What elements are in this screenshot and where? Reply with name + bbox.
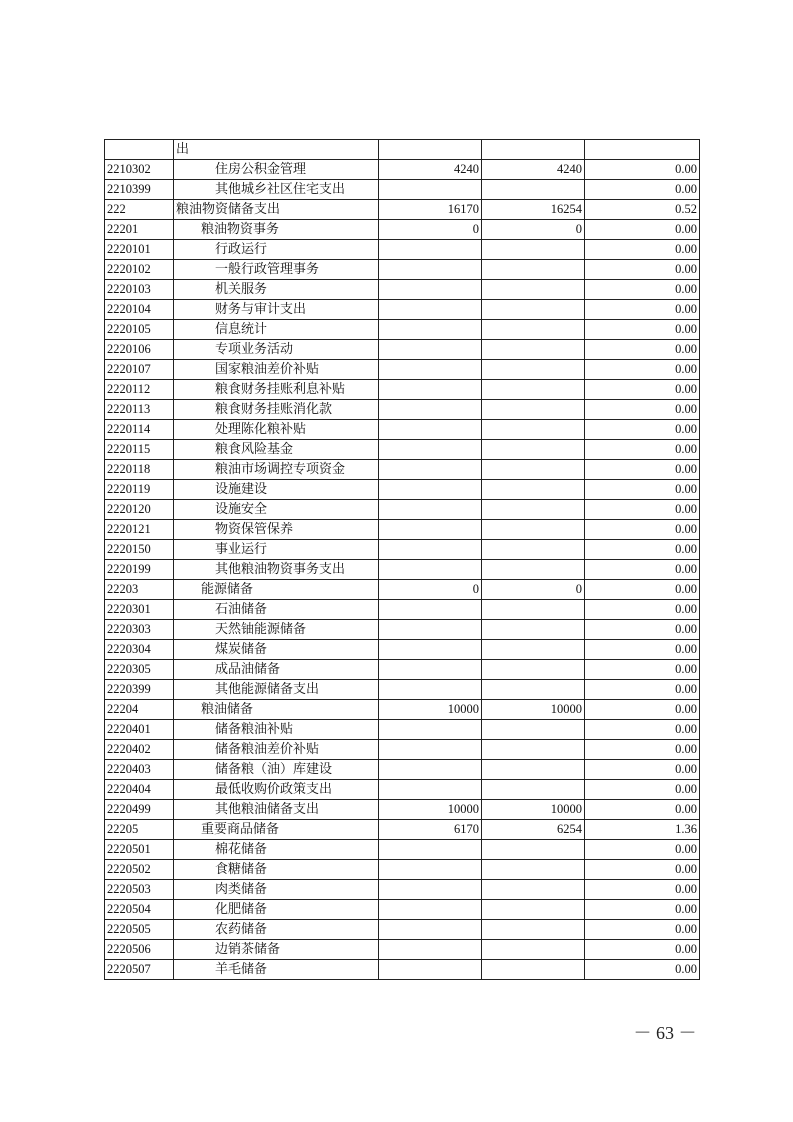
table-row xyxy=(105,440,700,460)
subject-code-cell: 2220499 xyxy=(105,800,174,820)
ratio-cell: 0.00 xyxy=(585,220,700,240)
subject-name-cell: 肉类储备 xyxy=(174,880,379,900)
subject-code-cell: 22204 xyxy=(105,700,174,720)
subject-name-cell: 一般行政管理事务 xyxy=(174,260,379,280)
ratio-cell: 0.00 xyxy=(585,620,700,640)
subject-name-cell: 天然铀能源储备 xyxy=(174,620,379,640)
amount-a-cell xyxy=(379,240,482,260)
amount-b-cell xyxy=(482,400,585,420)
subject-code-cell: 2220505 xyxy=(105,920,174,940)
table-row xyxy=(105,880,700,900)
ratio-cell: 0.00 xyxy=(585,520,700,540)
subject-code-cell: 2220403 xyxy=(105,760,174,780)
subject-code-cell: 2220199 xyxy=(105,560,174,580)
table-row xyxy=(105,840,700,860)
amount-a-cell xyxy=(379,520,482,540)
table-body xyxy=(105,140,700,980)
amount-b-cell xyxy=(482,260,585,280)
table-row xyxy=(105,480,700,500)
ratio-cell: 0.00 xyxy=(585,560,700,580)
amount-b-cell xyxy=(482,840,585,860)
subject-code-cell: 2220102 xyxy=(105,260,174,280)
table-row xyxy=(105,920,700,940)
amount-a-cell xyxy=(379,720,482,740)
table-row xyxy=(105,680,700,700)
subject-name-cell: 处理陈化粮补贴 xyxy=(174,420,379,440)
amount-b-cell xyxy=(482,920,585,940)
amount-a-cell xyxy=(379,780,482,800)
table-row xyxy=(105,200,700,220)
subject-name-cell: 粮油物资事务 xyxy=(174,220,379,240)
amount-b-cell: 6254 xyxy=(482,820,585,840)
amount-a-cell xyxy=(379,400,482,420)
ratio-cell: 0.00 xyxy=(585,680,700,700)
amount-b-cell xyxy=(482,460,585,480)
subject-code-cell: 2220401 xyxy=(105,720,174,740)
subject-name-cell: 棉花储备 xyxy=(174,840,379,860)
table-row xyxy=(105,420,700,440)
amount-a-cell: 0 xyxy=(379,580,482,600)
amount-a-cell xyxy=(379,740,482,760)
subject-name-cell: 其他城乡社区住宅支出 xyxy=(174,180,379,200)
subject-code-cell: 222 xyxy=(105,200,174,220)
amount-a-cell xyxy=(379,620,482,640)
amount-a-cell xyxy=(379,940,482,960)
table-row xyxy=(105,220,700,240)
amount-b-cell xyxy=(482,860,585,880)
ratio-cell: 0.00 xyxy=(585,780,700,800)
amount-b-cell xyxy=(482,780,585,800)
amount-b-cell: 0 xyxy=(482,580,585,600)
subject-code-cell: 2220305 xyxy=(105,660,174,680)
subject-code-cell: 2220150 xyxy=(105,540,174,560)
table-row xyxy=(105,300,700,320)
subject-code-cell xyxy=(105,140,174,160)
amount-a-cell xyxy=(379,180,482,200)
subject-code-cell: 2220119 xyxy=(105,480,174,500)
subject-name-cell: 粮油储备 xyxy=(174,700,379,720)
amount-b-cell xyxy=(482,760,585,780)
amount-b-cell xyxy=(482,340,585,360)
amount-b-cell xyxy=(482,620,585,640)
ratio-cell: 0.00 xyxy=(585,400,700,420)
amount-a-cell xyxy=(379,880,482,900)
subject-name-cell: 重要商品储备 xyxy=(174,820,379,840)
subject-code-cell: 2210302 xyxy=(105,160,174,180)
ratio-cell: 0.00 xyxy=(585,540,700,560)
table-row xyxy=(105,660,700,680)
amount-b-cell: 4240 xyxy=(482,160,585,180)
amount-a-cell: 0 xyxy=(379,220,482,240)
amount-b-cell: 10000 xyxy=(482,800,585,820)
amount-b-cell xyxy=(482,380,585,400)
ratio-cell: 0.00 xyxy=(585,760,700,780)
amount-b-cell: 10000 xyxy=(482,700,585,720)
amount-b-cell xyxy=(482,900,585,920)
subject-name-cell: 粮油市场调控专项资金 xyxy=(174,460,379,480)
amount-a-cell: 10000 xyxy=(379,700,482,720)
subject-code-cell: 2220507 xyxy=(105,960,174,980)
amount-b-cell: 0 xyxy=(482,220,585,240)
subject-code-cell: 22205 xyxy=(105,820,174,840)
subject-code-cell: 2220503 xyxy=(105,880,174,900)
table-row xyxy=(105,380,700,400)
budget-expenditure-table xyxy=(104,139,700,980)
subject-name-cell: 机关服务 xyxy=(174,280,379,300)
table-row xyxy=(105,940,700,960)
amount-b-cell xyxy=(482,140,585,160)
subject-name-cell: 设施建设 xyxy=(174,480,379,500)
subject-name-cell: 专项业务活动 xyxy=(174,340,379,360)
subject-name-cell: 物资保管保养 xyxy=(174,520,379,540)
amount-b-cell xyxy=(482,280,585,300)
amount-a-cell: 6170 xyxy=(379,820,482,840)
ratio-cell: 0.00 xyxy=(585,800,700,820)
amount-a-cell xyxy=(379,860,482,880)
amount-b-cell xyxy=(482,520,585,540)
subject-code-cell: 2220118 xyxy=(105,460,174,480)
table-row xyxy=(105,700,700,720)
table-row xyxy=(105,160,700,180)
table-row xyxy=(105,820,700,840)
amount-b-cell xyxy=(482,300,585,320)
subject-code-cell: 2220404 xyxy=(105,780,174,800)
subject-name-cell: 其他粮油储备支出 xyxy=(174,800,379,820)
subject-code-cell: 2220502 xyxy=(105,860,174,880)
amount-a-cell xyxy=(379,960,482,980)
subject-code-cell: 2220104 xyxy=(105,300,174,320)
ratio-cell: 0.00 xyxy=(585,700,700,720)
amount-a-cell xyxy=(379,640,482,660)
table-row xyxy=(105,340,700,360)
amount-b-cell xyxy=(482,660,585,680)
table-row xyxy=(105,580,700,600)
table-row xyxy=(105,520,700,540)
ratio-cell: 0.00 xyxy=(585,280,700,300)
subject-name-cell: 其他能源储备支出 xyxy=(174,680,379,700)
subject-code-cell: 2220399 xyxy=(105,680,174,700)
amount-a-cell xyxy=(379,840,482,860)
ratio-cell: 0.00 xyxy=(585,260,700,280)
table-row xyxy=(105,860,700,880)
amount-a-cell xyxy=(379,900,482,920)
subject-code-cell: 2220121 xyxy=(105,520,174,540)
ratio-cell: 0.52 xyxy=(585,200,700,220)
ratio-cell: 0.00 xyxy=(585,920,700,940)
amount-b-cell xyxy=(482,320,585,340)
table-row xyxy=(105,600,700,620)
table-row xyxy=(105,500,700,520)
amount-a-cell xyxy=(379,360,482,380)
amount-a-cell xyxy=(379,340,482,360)
amount-a-cell xyxy=(379,460,482,480)
amount-a-cell xyxy=(379,260,482,280)
subject-code-cell: 2220113 xyxy=(105,400,174,420)
ratio-cell: 0.00 xyxy=(585,860,700,880)
table-row xyxy=(105,320,700,340)
ratio-cell: 1.36 xyxy=(585,820,700,840)
subject-code-cell: 2220106 xyxy=(105,340,174,360)
budget-table-container xyxy=(104,139,699,980)
ratio-cell: 0.00 xyxy=(585,160,700,180)
ratio-cell: 0.00 xyxy=(585,640,700,660)
ratio-cell: 0.00 xyxy=(585,340,700,360)
subject-code-cell: 2220506 xyxy=(105,940,174,960)
ratio-cell xyxy=(585,140,700,160)
amount-a-cell xyxy=(379,420,482,440)
ratio-cell: 0.00 xyxy=(585,940,700,960)
ratio-cell: 0.00 xyxy=(585,420,700,440)
amount-b-cell xyxy=(482,180,585,200)
table-row xyxy=(105,240,700,260)
ratio-cell: 0.00 xyxy=(585,440,700,460)
subject-name-cell: 储备粮（油）库建设 xyxy=(174,760,379,780)
subject-name-cell: 行政运行 xyxy=(174,240,379,260)
amount-a-cell: 16170 xyxy=(379,200,482,220)
amount-a-cell xyxy=(379,540,482,560)
subject-code-cell: 2220103 xyxy=(105,280,174,300)
amount-a-cell xyxy=(379,560,482,580)
amount-a-cell xyxy=(379,140,482,160)
amount-a-cell xyxy=(379,920,482,940)
amount-b-cell: 16254 xyxy=(482,200,585,220)
amount-b-cell xyxy=(482,480,585,500)
ratio-cell: 0.00 xyxy=(585,960,700,980)
ratio-cell: 0.00 xyxy=(585,880,700,900)
amount-b-cell xyxy=(482,420,585,440)
subject-name-cell: 边销茶储备 xyxy=(174,940,379,960)
amount-b-cell xyxy=(482,360,585,380)
ratio-cell: 0.00 xyxy=(585,360,700,380)
table-row xyxy=(105,760,700,780)
subject-name-cell: 出 xyxy=(174,140,379,160)
amount-b-cell xyxy=(482,720,585,740)
table-row xyxy=(105,800,700,820)
amount-a-cell xyxy=(379,600,482,620)
amount-b-cell xyxy=(482,500,585,520)
subject-name-cell: 国家粮油差价补贴 xyxy=(174,360,379,380)
amount-a-cell xyxy=(379,480,482,500)
table-row xyxy=(105,400,700,420)
table-row xyxy=(105,540,700,560)
subject-code-cell: 2220301 xyxy=(105,600,174,620)
table-row xyxy=(105,140,700,160)
subject-code-cell: 2210399 xyxy=(105,180,174,200)
subject-code-cell: 2220120 xyxy=(105,500,174,520)
ratio-cell: 0.00 xyxy=(585,300,700,320)
amount-b-cell xyxy=(482,740,585,760)
table-row xyxy=(105,180,700,200)
subject-name-cell: 粮食财务挂账利息补贴 xyxy=(174,380,379,400)
ratio-cell: 0.00 xyxy=(585,580,700,600)
ratio-cell: 0.00 xyxy=(585,720,700,740)
table-row xyxy=(105,720,700,740)
table-row xyxy=(105,960,700,980)
subject-name-cell: 食糖储备 xyxy=(174,860,379,880)
subject-name-cell: 最低收购价政策支出 xyxy=(174,780,379,800)
amount-b-cell xyxy=(482,540,585,560)
subject-code-cell: 2220107 xyxy=(105,360,174,380)
subject-code-cell: 22201 xyxy=(105,220,174,240)
subject-name-cell: 事业运行 xyxy=(174,540,379,560)
subject-name-cell: 成品油储备 xyxy=(174,660,379,680)
amount-b-cell xyxy=(482,960,585,980)
amount-a-cell xyxy=(379,680,482,700)
subject-name-cell: 住房公积金管理 xyxy=(174,160,379,180)
table-row xyxy=(105,360,700,380)
subject-name-cell: 石油储备 xyxy=(174,600,379,620)
subject-code-cell: 2220101 xyxy=(105,240,174,260)
ratio-cell: 0.00 xyxy=(585,660,700,680)
ratio-cell: 0.00 xyxy=(585,900,700,920)
amount-a-cell: 4240 xyxy=(379,160,482,180)
subject-code-cell: 2220501 xyxy=(105,840,174,860)
ratio-cell: 0.00 xyxy=(585,180,700,200)
subject-name-cell: 其他粮油物资事务支出 xyxy=(174,560,379,580)
ratio-cell: 0.00 xyxy=(585,380,700,400)
amount-a-cell xyxy=(379,300,482,320)
amount-b-cell xyxy=(482,680,585,700)
amount-a-cell xyxy=(379,380,482,400)
amount-b-cell xyxy=(482,560,585,580)
ratio-cell: 0.00 xyxy=(585,600,700,620)
subject-code-cell: 2220303 xyxy=(105,620,174,640)
page-number: － 63 － xyxy=(633,1023,697,1043)
amount-b-cell xyxy=(482,600,585,620)
subject-name-cell: 化肥储备 xyxy=(174,900,379,920)
subject-name-cell: 粮食财务挂账消化款 xyxy=(174,400,379,420)
ratio-cell: 0.00 xyxy=(585,500,700,520)
amount-b-cell xyxy=(482,640,585,660)
subject-name-cell: 储备粮油差价补贴 xyxy=(174,740,379,760)
amount-b-cell xyxy=(482,880,585,900)
subject-name-cell: 羊毛储备 xyxy=(174,960,379,980)
subject-name-cell: 粮油物资储备支出 xyxy=(174,200,379,220)
subject-name-cell: 财务与审计支出 xyxy=(174,300,379,320)
amount-b-cell xyxy=(482,440,585,460)
amount-a-cell: 10000 xyxy=(379,800,482,820)
ratio-cell: 0.00 xyxy=(585,320,700,340)
table-row xyxy=(105,740,700,760)
table-row xyxy=(105,900,700,920)
ratio-cell: 0.00 xyxy=(585,480,700,500)
amount-a-cell xyxy=(379,320,482,340)
subject-name-cell: 储备粮油补贴 xyxy=(174,720,379,740)
table-row xyxy=(105,780,700,800)
ratio-cell: 0.00 xyxy=(585,740,700,760)
subject-name-cell: 农药储备 xyxy=(174,920,379,940)
amount-a-cell xyxy=(379,660,482,680)
amount-a-cell xyxy=(379,760,482,780)
table-row xyxy=(105,560,700,580)
subject-name-cell: 设施安全 xyxy=(174,500,379,520)
subject-code-cell: 2220105 xyxy=(105,320,174,340)
subject-name-cell: 煤炭储备 xyxy=(174,640,379,660)
ratio-cell: 0.00 xyxy=(585,840,700,860)
subject-code-cell: 2220114 xyxy=(105,420,174,440)
ratio-cell: 0.00 xyxy=(585,240,700,260)
table-row xyxy=(105,620,700,640)
amount-a-cell xyxy=(379,280,482,300)
subject-code-cell: 2220304 xyxy=(105,640,174,660)
subject-name-cell: 粮食风险基金 xyxy=(174,440,379,460)
amount-b-cell xyxy=(482,240,585,260)
amount-b-cell xyxy=(482,940,585,960)
table-row xyxy=(105,460,700,480)
subject-name-cell: 信息统计 xyxy=(174,320,379,340)
subject-code-cell: 2220115 xyxy=(105,440,174,460)
table-row xyxy=(105,640,700,660)
amount-a-cell xyxy=(379,440,482,460)
subject-name-cell: 能源储备 xyxy=(174,580,379,600)
table-row xyxy=(105,260,700,280)
subject-code-cell: 2220504 xyxy=(105,900,174,920)
ratio-cell: 0.00 xyxy=(585,460,700,480)
subject-code-cell: 22203 xyxy=(105,580,174,600)
subject-code-cell: 2220112 xyxy=(105,380,174,400)
amount-a-cell xyxy=(379,500,482,520)
table-row xyxy=(105,280,700,300)
subject-code-cell: 2220402 xyxy=(105,740,174,760)
